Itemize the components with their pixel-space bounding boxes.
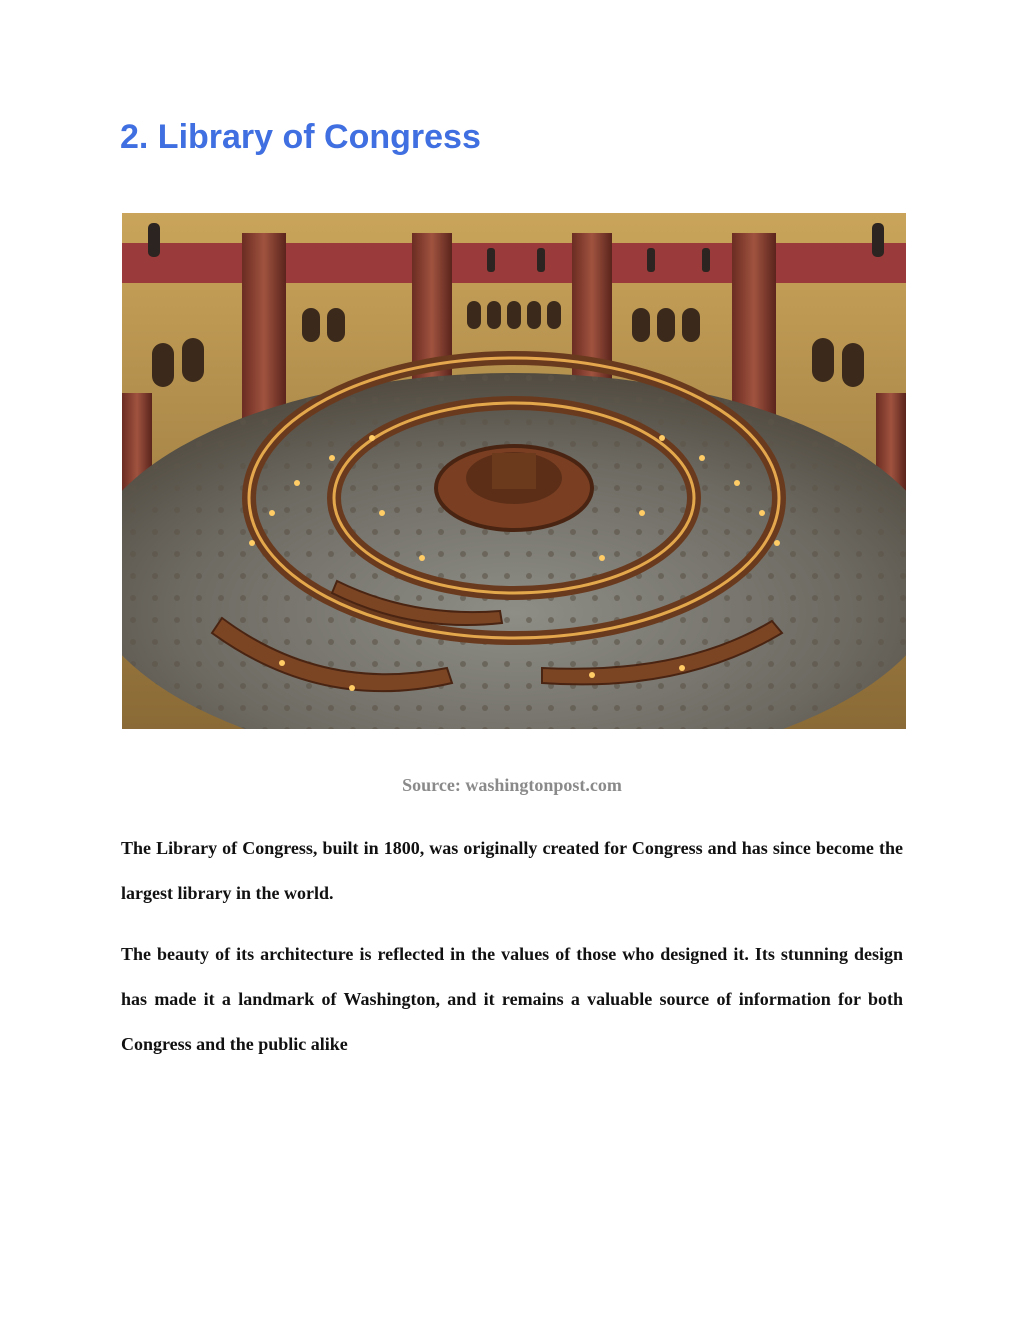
paragraph-history: The Library of Congress, built in 1800, was originally created for Congress and has since become the largest library in the world.	[121, 838, 903, 903]
library-reading-room-photo	[122, 213, 906, 729]
image-caption: Source: washingtonpost.com	[402, 775, 622, 795]
page-title: 2. Library of Congress	[120, 118, 481, 156]
paragraph-architecture: The beauty of its architecture is reflected in the values of those who designed it. Its stunning design has made it a landmark of Washington, and it remains a valuable source of information for both Congress and the public alike	[121, 944, 903, 1054]
